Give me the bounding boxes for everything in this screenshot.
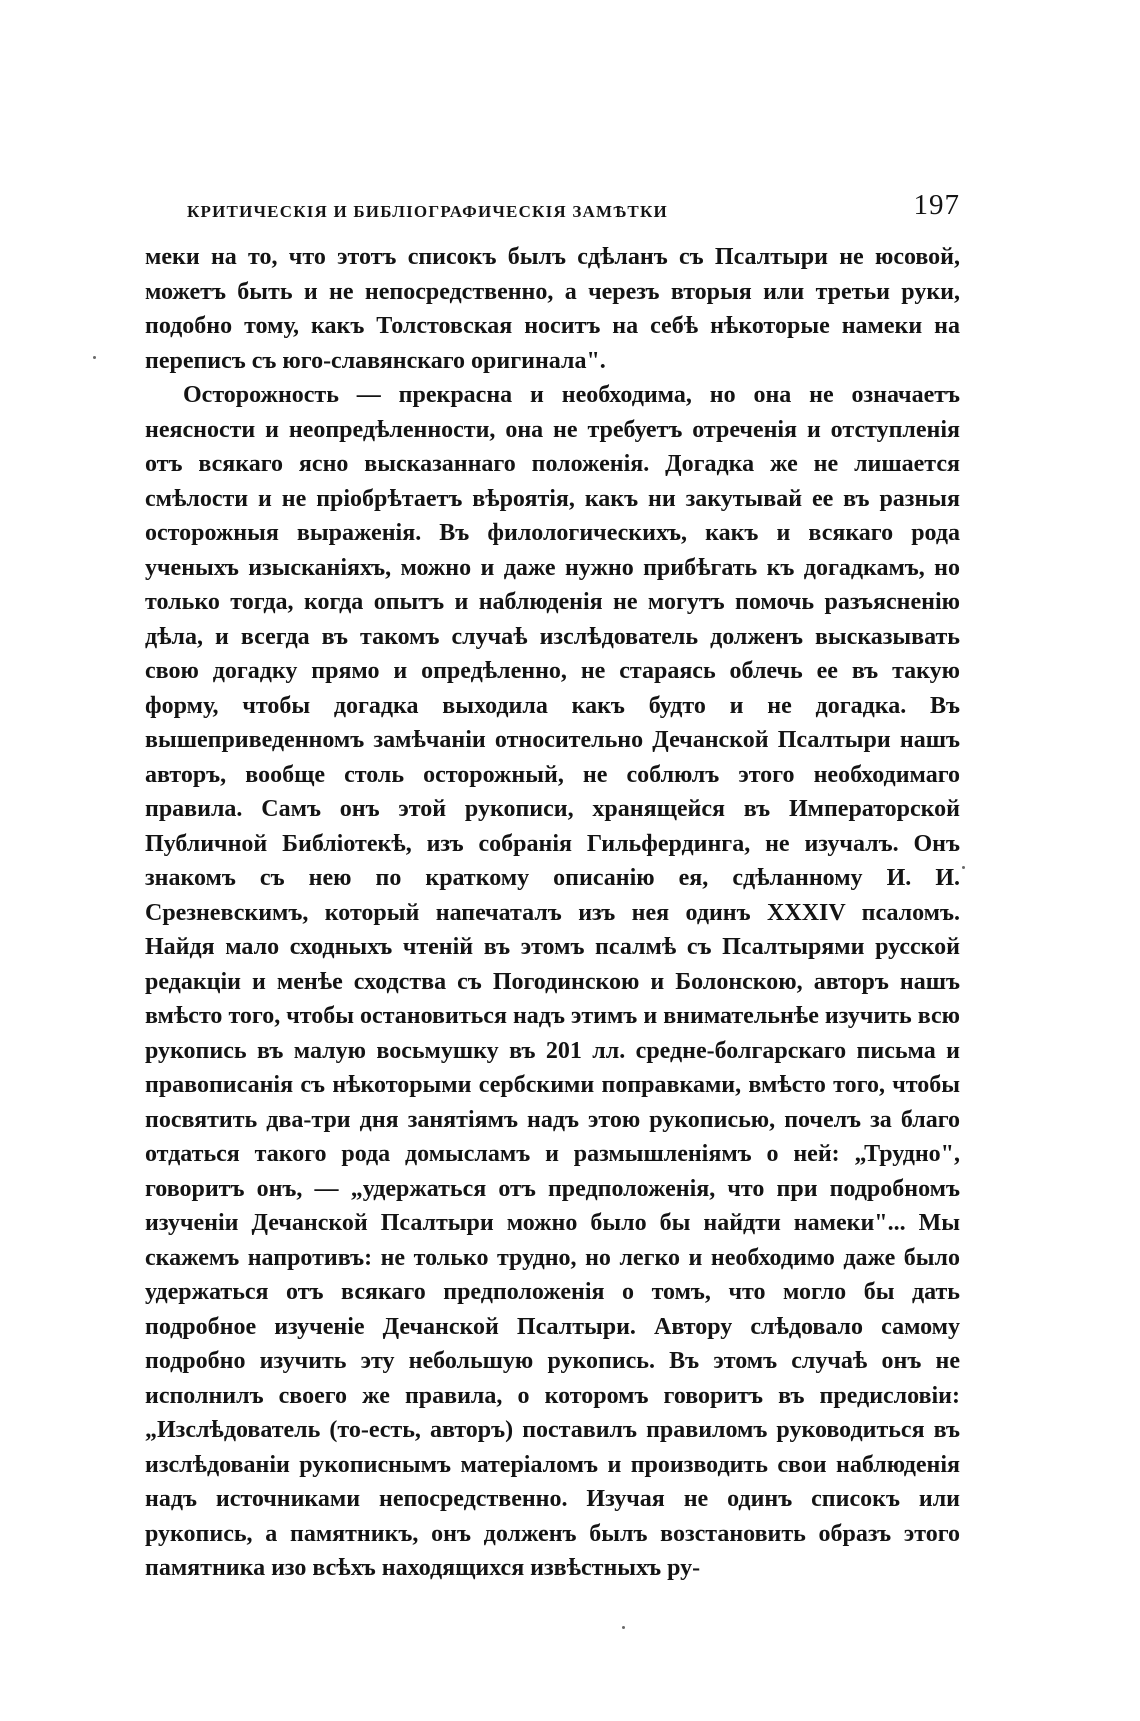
scan-speck — [962, 866, 965, 869]
page-number: 197 — [913, 189, 960, 221]
scan-speck — [93, 356, 96, 359]
paragraph-continuation: меки на то, что этотъ списокъ былъ сдѣланъ съ Псалтыри не юсовой, можетъ быть и не непосредственно, а черезъ вторыя или третьи руки, подобно тому, какъ Толстовская носитъ на себѣ нѣкоторые намеки на переписъ съ юго-славянскаго оригинала". — [145, 244, 960, 374]
body-text — [145, 240, 960, 1586]
running-title: КРИТИЧЕСКІЯ И БИБЛІОГРАФИЧЕСКІЯ ЗАМѢТКИ — [187, 202, 668, 221]
paragraph-main: Осторожность — прекрасна и необходима, но она не означаетъ неясности и неопредѣленности, она не требуетъ отреченія и отступленія отъ всякаго ясно высказаннаго положенія. Догадка же не лишается смѣлости и не пріобрѣтаетъ вѣроятія, какъ ни закутывай ее въ разныя осторожныя выраженія. Въ филологическихъ, какъ и всякаго рода ученыхъ изысканіяхъ, можно и даже нужно прибѣгать къ догадкамъ, но только тогда, когда опытъ и наблюденія не могутъ помочь разъясненію дѣла, и всегда въ такомъ случаѣ изслѣдователь долженъ высказывать свою догадку прямо и опредѣленно, не стараясь облечь ее въ такую форму, чтобы догадка выходила какъ будто и не догадка. Въ вышеприведенномъ замѣчаніи относительно Дечанской Псалтыри нашъ авторъ, вообще столь осторожный, не соблюлъ этого необходимаго правила. Самъ онъ этой рукописи, хранящейся въ Императорской Публичной Библіотекѣ, изъ собранія Гильфердинга, не изучалъ. Онъ знакомъ съ нею по краткому описанію ея, сдѣланному И. И. Срезневскимъ, который напечаталъ изъ нея одинъ XXXIV псаломъ. Найдя мало сходныхъ чтеній въ этомъ псалмѣ съ Псалтырями русской редакціи и менѣе сходства съ Погодинскою и Болонскою, авторъ нашъ вмѣсто того, чтобы остановиться надъ этимъ и внимательнѣе изучить всю рукопись въ малую восьмушку въ 201 лл. средне-болгарскаго письма и правописанія съ нѣкоторыми сербскими поправками, вмѣсто того, чтобы посвятить два-три дня занятіямъ надъ этою рукописью, почелъ за благо отдаться такого рода домысламъ и размышленіямъ о ней: „Трудно", говоритъ онъ, — „удержаться отъ предположенія, что при подробномъ изученіи Дечанской Псалтыри можно было бы найдти намеки"... Мы скажемъ напротивъ: не только трудно, но легко и необходимо даже было удержаться отъ всякаго предположенія о томъ, что могло бы дать подробное изученіе Дечанской Псалтыри. Автору слѣдовало самому подробно изучить эту небольшую рукопись. Въ этомъ случаѣ онъ не исполнилъ своего же правила, о которомъ говоритъ въ предисловіи: „Изслѣдователь (то-есть, авторъ) поставилъ правиломъ руководиться въ изслѣдованіи рукописнымъ матеріаломъ и производить свои наблюденія надъ источниками непосредственно. Изучая не одинъ списокъ или рукопись, а памятникъ, онъ долженъ былъ возстановить образъ этого памятника изо всѣхъ находящихся извѣстныхъ ру- — [145, 382, 960, 1581]
scan-speck — [622, 1626, 625, 1629]
running-head — [145, 188, 960, 222]
